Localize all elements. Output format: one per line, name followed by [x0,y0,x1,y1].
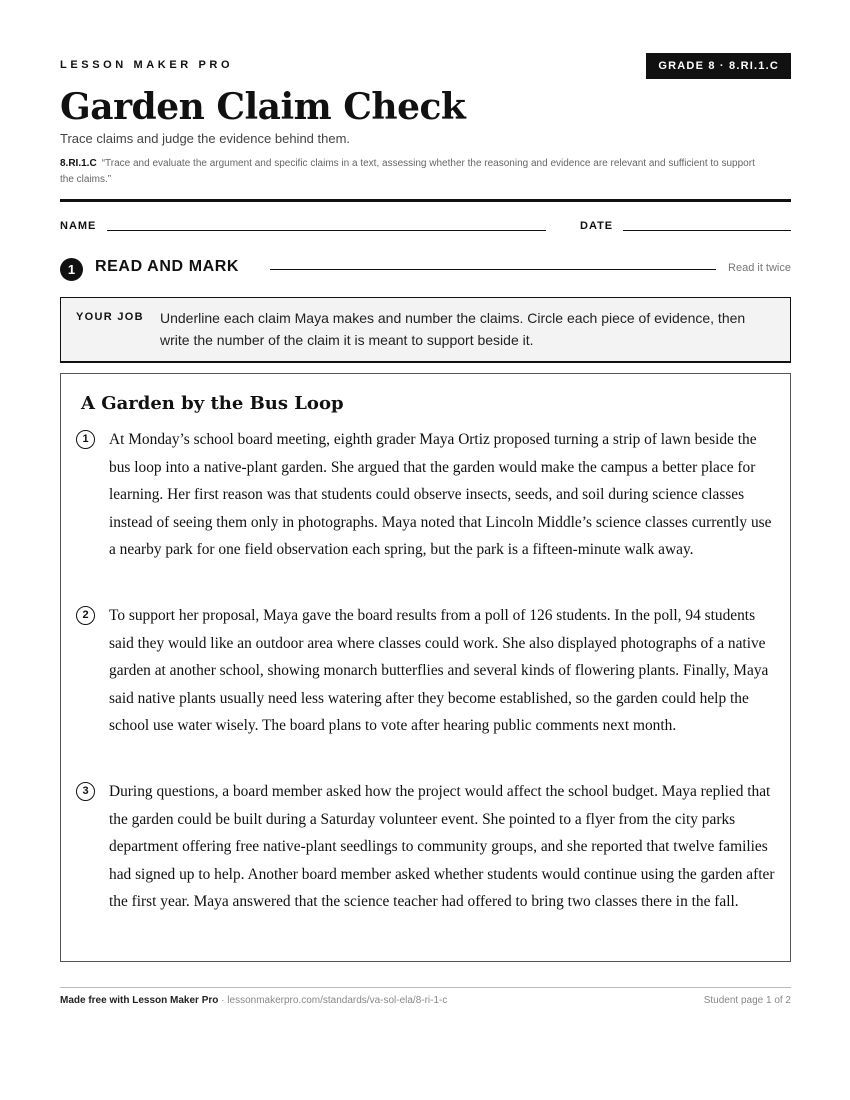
section-divider [270,269,716,270]
reading-passage [60,373,791,962]
header-divider [60,199,791,202]
date-label: DATE [580,220,614,232]
footer-page-number: Student page 1 of 2 [703,995,791,1006]
footer-separator: · [218,995,228,1006]
section-number-badge: 1 [60,258,83,281]
worksheet-page [60,0,791,1100]
standard-text: “Trace and evaluate the argument and specific claims in a text, assessing whether the reasoning and evidence are relevant and sufficient to support the claims.” [60,158,755,185]
paragraph-number-badge: 1 [76,430,95,449]
name-label: NAME [60,220,97,232]
standard-code: 8.RI.1.C [60,158,97,169]
date-field[interactable] [623,230,791,231]
grade-badge: GRADE 8 · 8.RI.1.C [646,53,791,79]
instructions-text: Underline each claim Maya makes and number the claims. Circle each piece of evidence, then write the number of the claim it is meant to support beside it. [160,310,746,348]
footer-made-with: Made free with Lesson Maker Pro [60,995,219,1006]
footer-url[interactable]: lessonmakerpro.com/standards/va-sol-ela/8-ri-1-c [227,995,448,1006]
passage-title: A Garden by the Bus Loop [81,393,344,414]
paragraph-number-badge: 3 [76,782,95,801]
page-subtitle: Trace claims and judge the evidence behind them. [60,131,351,146]
name-field[interactable] [107,230,546,231]
passage-paragraph: At Monday’s school board meeting, eighth grader Maya Ortiz proposed turning a strip of lawn beside the bus loop into a native-plant garden. She argued that the garden would make the campus a better place for learning. Her first reason was that students could observe insects, seeds, and soil during science classes instead of seeing them only in photographs. Maya noted that Lincoln Middle’s science classes currently use a nearby park for one field observation each spring, but the park is a fifteen-minute walk away. [109,431,772,559]
page-title: Garden Claim Check [60,86,466,128]
brand-name: LESSON MAKER PRO [60,59,234,71]
paragraph-number-badge: 2 [76,606,95,625]
passage-paragraph: To support her proposal, Maya gave the board results from a poll of 126 students. In the poll, 94 students said they would like an outdoor area where classes could work. She also displayed photographs of a native garden at another school, showing monarch butterflies and several kinds of flowering plants. Finally, Maya said native plants usually need less watering after they become established, so the garden could help the school use water wisely. The board plans to vote after hearing public comments next month. [109,607,769,735]
footer-divider [60,987,791,988]
section-hint: Read it twice [728,262,791,274]
standard-statement [60,156,760,188]
instructions-box [60,297,791,363]
passage-paragraph: During questions, a board member asked how the project would affect the school budget. Maya replied that the garden could be built during a Saturday volunteer event. She pointed to a flyer from the city parks department offering free native-plant seedlings to community groups, and she reported that twelve families had signed up to help. Another board member asked whether students would continue using the garden after the first year. Maya answered that the science teacher had offered to bring two classes there in the fall. [109,783,775,911]
instructions-label: YOUR JOB [76,311,144,323]
footer-credit [60,995,447,1006]
section-title: READ AND MARK [95,258,240,275]
